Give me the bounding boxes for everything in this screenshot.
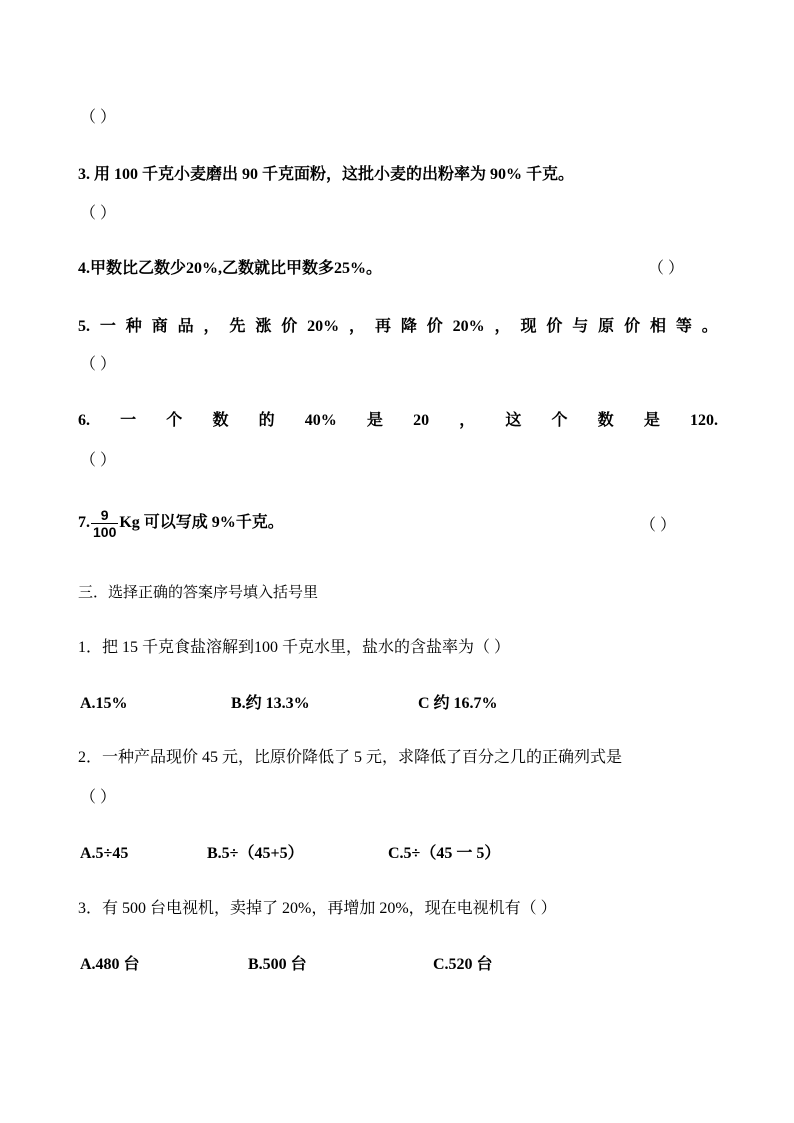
text-token: 数 [212, 412, 229, 429]
text-token: 个 [166, 412, 183, 429]
text-token: 商 [151, 318, 168, 335]
option-b: B.约 13.3% [231, 695, 310, 712]
item-3-text: 3. 用 100 千克小麦磨出 90 千克面粉，这批小麦的出粉率为 90% 千克。 [78, 166, 575, 183]
option-a: A.5÷45 [80, 845, 129, 862]
text-token: 等 [675, 318, 692, 335]
text-token: ， [349, 318, 366, 335]
text-token: 涨 [255, 318, 272, 335]
item-5-text [78, 317, 718, 337]
text-token: 。 [701, 318, 718, 335]
answer-paren: （ ） [80, 789, 117, 806]
answer-paren: （ ） [80, 452, 117, 469]
text-token: 相 [649, 318, 666, 335]
text-token: ， [203, 318, 220, 335]
text-token: 6. [78, 412, 90, 429]
text-token: ， [494, 318, 511, 335]
section-3-heading: 三．选择正确的答案序号填入括号里 [78, 583, 319, 601]
text-token: 120. [689, 412, 718, 429]
option-c: C.520 台 [433, 956, 493, 973]
text-token: 这 [505, 412, 522, 429]
text-token: 数 [597, 412, 614, 429]
text-token: 是 [366, 412, 383, 429]
text-token: 价 [546, 318, 563, 335]
question-1-text: 1．把 15 千克食盐溶解到100 千克水里，盐水的含盐率为（ ） [78, 639, 511, 656]
text-token: 20% [452, 318, 485, 335]
text-token: 价 [281, 318, 298, 335]
text-token: 原 [598, 318, 615, 335]
text-token: 40% [304, 412, 337, 429]
text-token: 个 [551, 412, 568, 429]
option-b: B.500 台 [248, 956, 307, 973]
text-token: 5. [78, 318, 90, 335]
item-4-text: 4.甲数比乙数少20%,乙数就比甲数多25%。 [78, 260, 383, 277]
answer-paren: （ ） [80, 356, 117, 373]
text-token: 品 [177, 318, 194, 335]
option-c: C.5÷（45 一 5） [388, 845, 501, 862]
item-7-prefix: 7. [78, 514, 90, 531]
item-7-text [78, 506, 284, 540]
text-token: 种 [125, 318, 142, 335]
option-a: A.480 台 [80, 956, 140, 973]
text-token: 是 [643, 412, 660, 429]
option-b: B.5÷（45+5） [207, 845, 304, 862]
fraction-numerator: 9 [100, 506, 109, 523]
text-token: 的 [258, 412, 275, 429]
text-token: 价 [426, 318, 443, 335]
option-a: A.15% [80, 695, 128, 712]
question-2-text: 2．一种产品现价 45 元，比原价降低了 5 元，求降低了百分之几的正确列式是 [78, 749, 623, 766]
question-3-text: 3．有 500 台电视机，卖掉了 20%，再增加 20%，现在电视机有（ ） [78, 900, 557, 917]
text-token: 一 [120, 412, 137, 429]
text-token: 20% [307, 318, 340, 335]
text-token: 先 [229, 318, 246, 335]
text-token: 20 [413, 412, 430, 429]
text-token: 与 [572, 318, 589, 335]
item-7-suffix: Kg 可以写成 9%千克。 [119, 514, 284, 531]
text-token: 现 [520, 318, 537, 335]
answer-paren: （ ） [648, 260, 685, 277]
option-c: C 约 16.7% [418, 695, 498, 712]
text-token: 一 [99, 318, 116, 335]
fraction-denominator: 100 [93, 523, 117, 540]
text-token: 降 [400, 318, 417, 335]
fraction [91, 507, 118, 540]
answer-paren: （ ） [80, 109, 117, 126]
text-token: 再 [374, 318, 391, 335]
answer-paren: （ ） [640, 517, 677, 534]
text-token: 价 [624, 318, 641, 335]
answer-paren: （ ） [80, 205, 117, 222]
text-token: ， [459, 412, 476, 429]
item-6-text [78, 411, 718, 431]
